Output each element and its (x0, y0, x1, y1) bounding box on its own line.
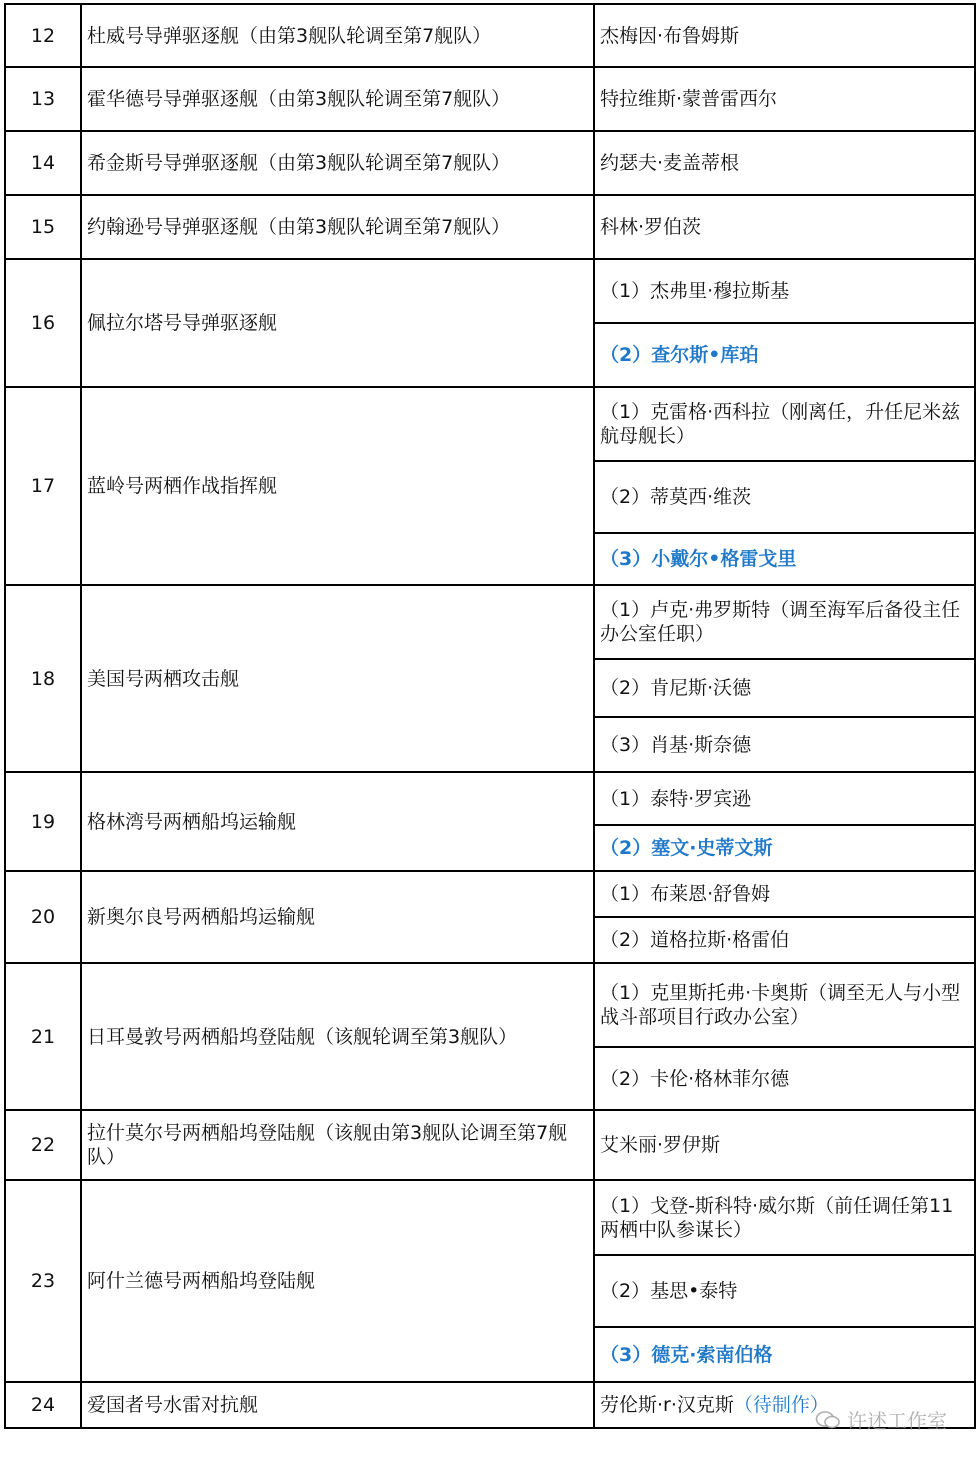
row-number: 20 (5, 871, 81, 963)
captain-name: （1）杰弗里·穆拉斯基 (600, 280, 790, 302)
captain-cell (594, 4, 975, 67)
captain-cell (594, 772, 975, 825)
captain-name: （2）道格拉斯·格雷伯 (600, 929, 790, 951)
status-note: （待制作） (733, 1394, 829, 1416)
row-number: 12 (5, 4, 81, 67)
ship-name: 日耳曼敦号两栖船坞登陆舰（该舰轮调至第3舰队） (81, 963, 594, 1110)
row-number: 16 (5, 259, 81, 387)
captain-cell (594, 1327, 975, 1382)
captain-cell (594, 825, 975, 871)
captain-name: （2）肯尼斯·沃德 (600, 677, 752, 699)
ship-name: 希金斯号导弹驱逐舰（由第3舰队轮调至第7舰队） (81, 131, 594, 195)
captain-cell (594, 1180, 975, 1255)
captain-cell (594, 259, 975, 323)
captain-cell (594, 917, 975, 963)
captain-name: （1）克雷格·西科拉（刚离任，升任尼米兹航母舰长） (600, 401, 961, 447)
row-number: 21 (5, 963, 81, 1110)
captain-cell (594, 195, 975, 259)
captain-name: （3）肖基·斯奈德 (600, 733, 752, 756)
ship-name: 新奥尔良号两栖船坞运输舰 (81, 871, 594, 963)
ship-name: 约翰逊号导弹驱逐舰（由第3舰队轮调至第7舰队） (81, 195, 594, 259)
captain-cell (594, 131, 975, 195)
captain-name: （2）卡伦·格林菲尔德 (600, 1067, 790, 1090)
captain-cell (594, 717, 975, 772)
table-row (5, 585, 975, 659)
table-row (5, 131, 975, 195)
ship-name: 阿什兰德号两栖船坞登陆舰 (81, 1180, 594, 1382)
row-number: 18 (5, 585, 81, 772)
table-row (5, 963, 975, 1047)
ship-name: 爱国者号水雷对抗舰 (81, 1382, 594, 1428)
captain-name: 杰梅因·布鲁姆斯 (600, 24, 740, 47)
table-row (5, 1110, 975, 1180)
row-number: 24 (5, 1382, 81, 1428)
row-number: 17 (5, 387, 81, 585)
ship-name: 蓝岭号两栖作战指挥舰 (81, 387, 594, 585)
captain-cell (594, 387, 975, 461)
watermark (815, 1405, 947, 1434)
table-row (5, 1180, 975, 1255)
ship-name: 拉什莫尔号两栖船坞登陆舰（该舰由第3舰队论调至第7舰队） (81, 1110, 594, 1180)
table-row (5, 387, 975, 461)
captain-cell (594, 659, 975, 717)
captain-name: （3）德克·索南伯格 (600, 1343, 773, 1366)
ship-name: 佩拉尔塔号导弹驱逐舰 (81, 259, 594, 387)
ship-name: 霍华德号导弹驱逐舰（由第3舰队轮调至第7舰队） (81, 67, 594, 131)
row-number: 15 (5, 195, 81, 259)
captain-name: （1）克里斯托弗·卡奥斯（调至无人与小型战斗部项目行政办公室） (600, 982, 961, 1028)
roster-table (4, 3, 976, 1429)
captain-name: （2）基思•泰特 (600, 1280, 738, 1302)
ship-name: 杜威号导弹驱逐舰（由第3舰队轮调至第7舰队） (81, 4, 594, 67)
captain-cell (594, 1047, 975, 1110)
row-number: 23 (5, 1180, 81, 1382)
captain-name: （2）塞文·史蒂文斯 (600, 837, 773, 859)
captain-name: （1）戈登-斯科特·威尔斯（前任调任第11两栖中队参谋长） (600, 1194, 954, 1241)
captain-name: （2）查尔斯•库珀 (600, 344, 759, 366)
captain-cell (594, 323, 975, 387)
ship-name: 美国号两栖攻击舰 (81, 585, 594, 772)
captain-name: （1）布莱恩·舒鲁姆 (600, 883, 771, 905)
wechat-icon (815, 1410, 841, 1430)
row-number: 22 (5, 1110, 81, 1180)
captain-name: 约瑟夫·麦盖蒂根 (600, 152, 740, 174)
captain-name: （2）蒂莫西·维茨 (600, 486, 752, 508)
table-row (5, 67, 975, 131)
captain-cell (594, 963, 975, 1047)
captain-cell (594, 461, 975, 533)
captain-cell (594, 871, 975, 917)
captain-name: 艾米丽·罗伊斯 (600, 1134, 721, 1156)
captain-name: （1）泰特·罗宾逊 (600, 787, 752, 810)
table-row (5, 772, 975, 825)
captain-name: （3）小戴尔•格雷戈里 (600, 548, 797, 570)
captain-cell (594, 1255, 975, 1327)
captain-name: 特拉维斯·蒙普雷西尔 (600, 88, 778, 110)
captain-name: 科林·罗伯茨 (600, 216, 702, 238)
captain-cell (594, 533, 975, 585)
table-row (5, 259, 975, 323)
watermark-text: 许述工作室 (847, 1409, 947, 1433)
row-number: 19 (5, 772, 81, 871)
table-row (5, 871, 975, 917)
table-row (5, 195, 975, 259)
captain-cell (594, 1110, 975, 1180)
table-row (5, 4, 975, 67)
row-number: 14 (5, 131, 81, 195)
captain-cell (594, 67, 975, 131)
row-number: 13 (5, 67, 81, 131)
captain-cell (594, 585, 975, 659)
captain-name: 劳伦斯·r·汉克斯 (600, 1394, 734, 1416)
captain-name: （1）卢克·弗罗斯特（调至海军后备役主任办公室任职） (600, 599, 961, 645)
ship-name: 格林湾号两栖船坞运输舰 (81, 772, 594, 871)
